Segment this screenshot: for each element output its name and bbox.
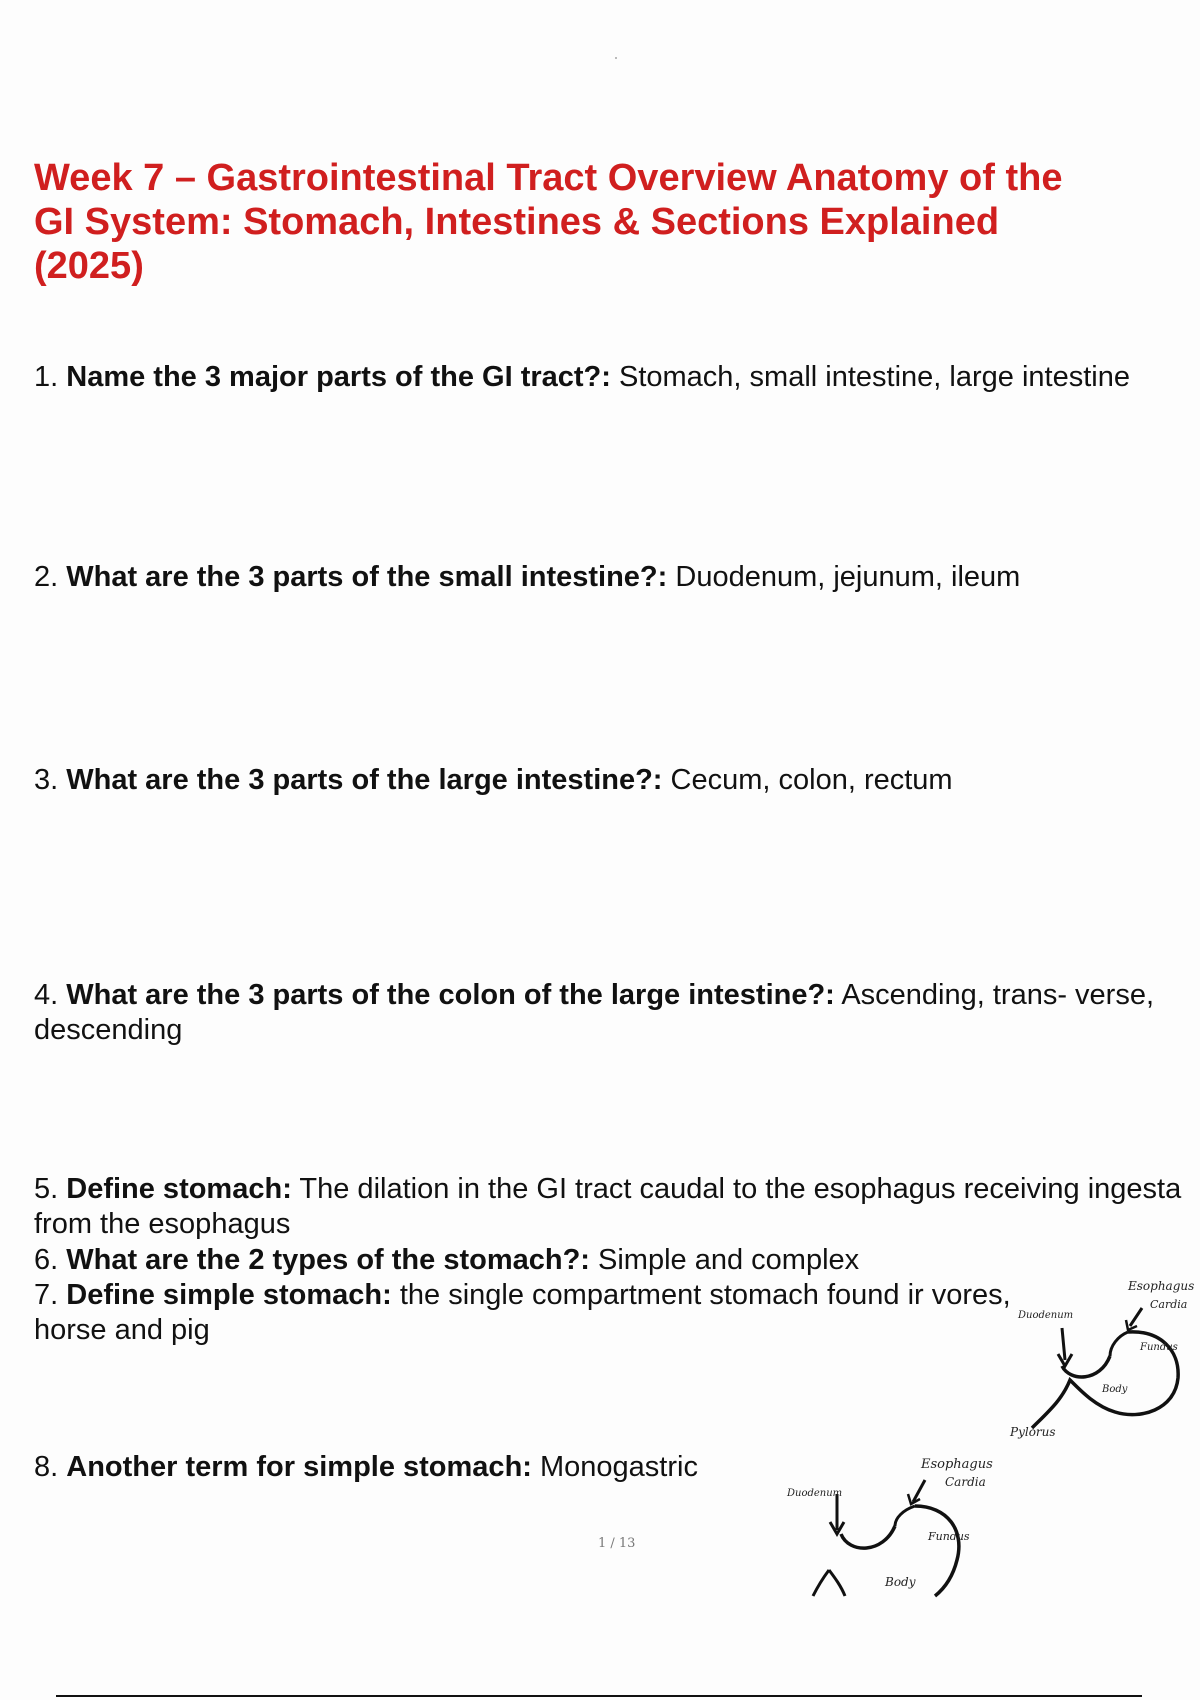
- label-duodenum: Duodenum: [1018, 1310, 1074, 1321]
- item-number: 6.: [34, 1244, 59, 1276]
- page-number: 1 / 13: [598, 1536, 636, 1551]
- qa-item-3: [34, 763, 1164, 798]
- label-cardia: Cardia: [1150, 1298, 1188, 1311]
- item-number: 7.: [34, 1279, 59, 1311]
- answer: Monogastric: [540, 1451, 698, 1483]
- item-number: 4.: [34, 979, 59, 1011]
- label-fundus: Fundus: [928, 1530, 970, 1543]
- item-number: 1.: [34, 361, 59, 393]
- answer: Simple and complex: [598, 1244, 860, 1276]
- stomach-diagram-lower: [785, 1450, 1005, 1600]
- label-cardia: Cardia: [945, 1475, 986, 1489]
- answer: Cecum, colon, rectum: [670, 764, 953, 796]
- question: What are the 2 types of the stomach?:: [66, 1244, 590, 1276]
- page-title: Week 7 – Gastrointestinal Tract Overview Anatomy of the GI System: Stomach, Intestines & Sections Explained (2025): [34, 157, 1063, 287]
- qa-item-7: [34, 1278, 1024, 1348]
- scan-speck: [615, 57, 617, 59]
- question: Define simple stomach:: [66, 1279, 392, 1311]
- label-pylorus: Pylorus: [1010, 1425, 1056, 1439]
- label-duodenum: Duodenum: [787, 1488, 843, 1499]
- qa-item-2: [34, 560, 1164, 595]
- qa-item-6: [34, 1243, 1034, 1278]
- qa-item-1: [34, 360, 1134, 395]
- item-number: 5.: [34, 1173, 59, 1205]
- question: Another term for simple stomach:: [66, 1451, 532, 1483]
- label-esophagus: Esophagus: [1128, 1279, 1195, 1293]
- answer: the single compartment stomach found ir vores, horse and pig: [34, 1279, 1011, 1346]
- question: Name the 3 major parts of the GI tract?:: [66, 361, 611, 393]
- question: What are the 3 parts of the colon of the large intestine?:: [66, 979, 835, 1011]
- question: Define stomach:: [66, 1173, 292, 1205]
- question: What are the 3 parts of the large intestine?:: [66, 764, 663, 796]
- answer: Stomach, small intestine, large intestine: [618, 361, 1130, 393]
- label-esophagus: Esophagus: [921, 1457, 993, 1472]
- answer: The dilation in the GI tract caudal to the esophagus receiving ingesta from the esophagus: [34, 1173, 1182, 1240]
- qa-item-5: [34, 1172, 1184, 1242]
- item-number: 2.: [34, 561, 59, 593]
- question: What are the 3 parts of the small intestine?:: [66, 561, 668, 593]
- item-number: 3.: [34, 764, 59, 796]
- answer: Ascending, trans- verse, descending: [34, 979, 1155, 1046]
- item-number: 8.: [34, 1451, 59, 1483]
- qa-item-8: [34, 1450, 794, 1485]
- label-fundus: Fundus: [1140, 1342, 1178, 1353]
- answer: Duodenum, jejunum, ileum: [675, 561, 1021, 593]
- label-body: Body: [885, 1575, 916, 1589]
- label-body: Body: [1102, 1384, 1128, 1395]
- footer-divider: [56, 1695, 1142, 1697]
- stomach-diagram-upper: [1010, 1270, 1200, 1450]
- qa-item-4: [34, 978, 1179, 1048]
